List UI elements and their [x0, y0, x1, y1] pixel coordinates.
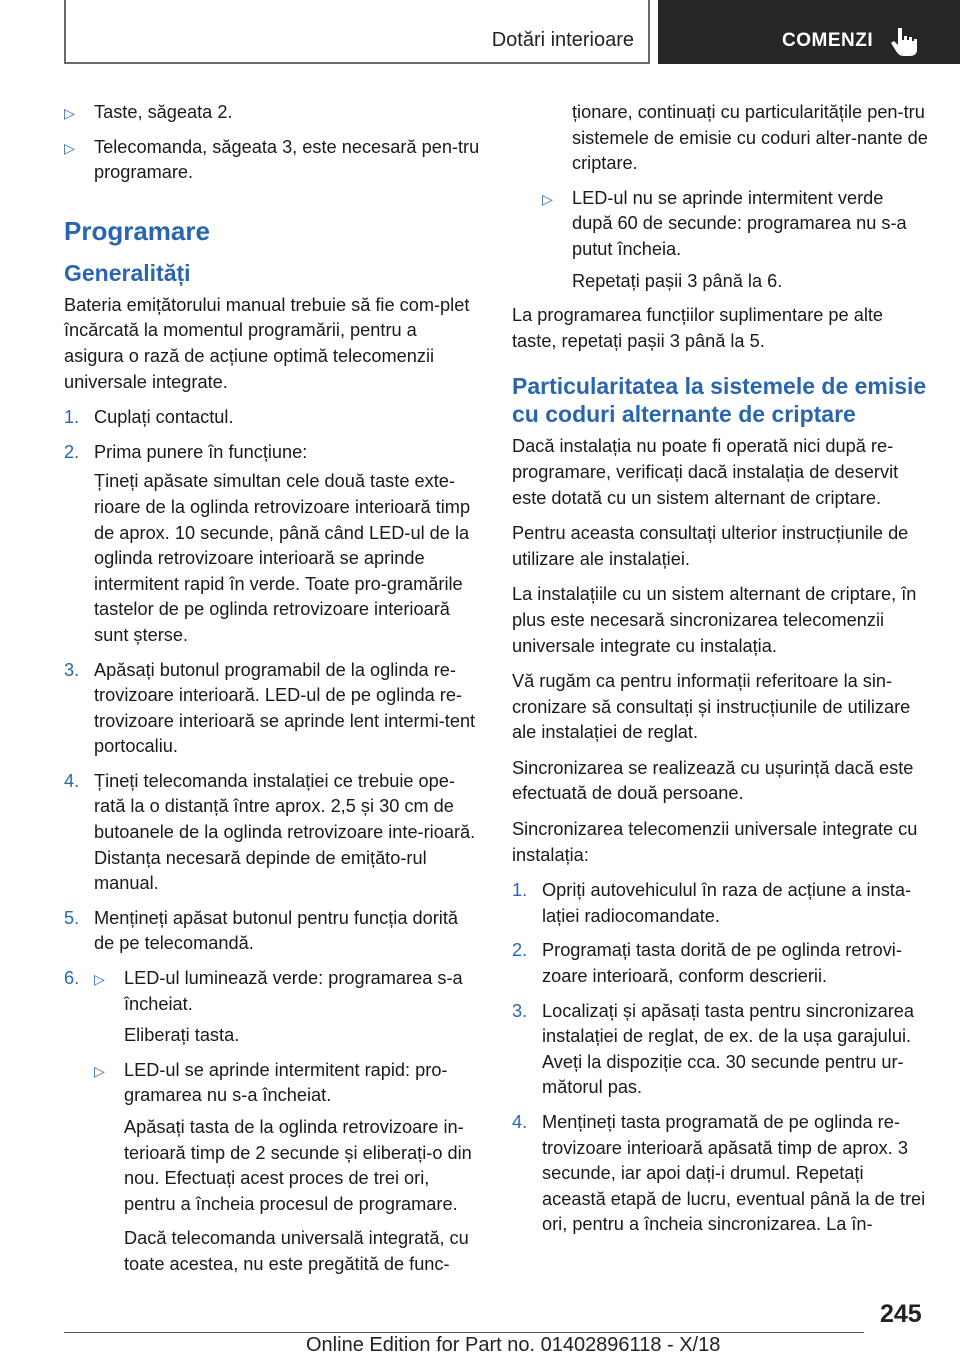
footer-divider	[64, 1332, 864, 1333]
paragraph: La instalațiile cu un sistem alternant de criptare, în plus este necesară sincronizarea telecomenzii universale integrate cu instalația.	[512, 584, 917, 656]
step-item: 4. Țineți telecomanda instalației ce trebuie ope-rată la o distanță între aprox. 2,5 și 30 cm de butoanele de la oglinda retrovizoare inte-rioară. Distanța necesară depinde de emițăto-rul manual.	[64, 770, 476, 894]
paragraph: Sincronizarea telecomenzii universale integrate cu instalația:	[512, 819, 918, 865]
left-column	[64, 100, 480, 1287]
step-item: 2. Prima punere în funcțiune:	[64, 441, 308, 462]
header-section-frame	[64, 0, 650, 64]
step-item: 1. Cuplați contactul.	[64, 407, 234, 428]
section-title: Dotări interioare	[491, 29, 634, 51]
triangle-bullet-icon: ▷	[94, 1062, 105, 1079]
triangle-bullet-icon: ▷	[64, 139, 75, 156]
step-item: 5. Mențineți apăsat butonul pentru funcția dorită de pe telecomandă.	[64, 907, 458, 954]
triangle-bullet-icon: ▷	[64, 105, 75, 121]
list-item: ▷ LED-ul nu se aprinde intermitent verde după 60 de secunde: programarea nu s-a putut încheia.	[542, 187, 907, 259]
step-item: 3. Localizați și apăsați tasta pentru sincronizarea instalației de reglat, de ex. de la ușa garajului. Aveți la dispoziție cca. 30 secunde pentru ur-mătorul pas.	[512, 1000, 915, 1098]
right-column	[512, 100, 928, 1247]
pointing-hand-icon	[888, 24, 922, 58]
step-continuation: Dacă telecomanda universală integrată, cu toate acestea, nu este pregătită de func-	[124, 1228, 469, 1274]
step-item: 1. Opriți autovehiculul în raza de acțiune a insta-lației radiocomandate.	[512, 880, 912, 926]
page-number: 245	[880, 1300, 922, 1328]
list-item: ▷ LED-ul se aprinde intermitent rapid: pro-gramarea nu s-a încheiat.	[94, 1059, 448, 1106]
paragraph: La programarea funcțiilor suplimentare pe alte taste, repetați pașii 3 până la 5.	[512, 305, 884, 351]
list-item: ▷ Telecomanda, săgeata 3, este necesară pen-tru programare.	[64, 136, 480, 183]
step-item: 4. Mențineți tasta programată de pe oglinda re-trovizoare interioară apăsată timp de aprox. 3 secunde, iar apoi dați-i drumul. Repetați această etapă de lucru, eventual până la de trei ori, pentru a încheia sincronizarea. La în-	[512, 1112, 926, 1235]
step-continuation: ționare, continuați cu particularitățile pen-tru sistemele de emisie cu coduri alter-nante de criptare.	[572, 102, 928, 174]
step-continuation: Apăsați tasta de la oglinda retrovizoare in-terioară timp de 2 secunde și eliberați-o din nou. Efectuați acest proces de trei ori, pentru a încheia procesul de programare.	[124, 1117, 472, 1214]
step-continuation: Țineți apăsate simultan cele două taste exte-rioare de la oglinda retrovizoare interioară timp de aprox. 10 secunde, până când LED-ul de la oglinda retrovizoare interioară se aprinde intermitent rapid în verde. Toate pro-gramările tastelor de pe oglinda retrovizoare interioară sunt șterse.	[94, 471, 471, 645]
step-continuation: Eliberați tasta.	[124, 1025, 240, 1046]
paragraph: Vă rugăm ca pentru informații referitoare la sin-cronizare să consultați și instrucțiunile de utilizare ale instalației de reglat.	[512, 671, 911, 743]
step-item: 2. Programați tasta dorită de pe oglinda retrovi-zoare interioară, conform descrierii.	[512, 940, 902, 987]
heading-programare: Programare	[64, 215, 210, 246]
heading-generalitati: Generalități	[64, 259, 191, 286]
edition-footer: Online Edition for Part no. 01402896118 - X/18	[306, 1334, 721, 1356]
paragraph: Sincronizarea se realizează cu ușurință dacă este efectuată de două persoane.	[512, 757, 914, 804]
paragraph: Dacă instalația nu poate fi operată nici după re-programare, verificați dacă instalația de deservit este dotată cu un sistem alternant de criptare.	[512, 436, 899, 508]
paragraph: Pentru aceasta consultați ulterior instrucțiunile de utilizare ale instalației.	[512, 523, 909, 569]
step-item: 6. ▷ LED-ul luminează verde: programarea s-a încheiat. Eliberați tasta. ▷ LED-ul se aprinde intermitent rapid: pro-gramarea nu s-a încheiat. Apăsați tasta de la oglinda retrovizoare in-terioară timp de 2 secunde și eliberați-o din nou. Efectuați acest proces de trei ori, pentru a încheia procesul de programare. Dacă telecomanda universală integrată, cu toate acestea, nu este pregătită de func-	[64, 966, 480, 1278]
triangle-bullet-icon: ▷	[542, 190, 553, 207]
list-item: ▷ Taste, săgeata 2.	[64, 100, 480, 126]
chapter-tab-label: COMENZI	[782, 30, 874, 51]
step-item: 3. Apăsați butonul programabil de la oglinda re-trovizoare interioară. LED-ul de pe oglinda re-trovizoare interioară se aprinde lent intermi-tent portocaliu.	[64, 659, 476, 757]
triangle-bullet-icon: ▷	[94, 971, 105, 988]
intro-paragraph: Bateria emițătorului manual trebuie să fie com-plet încărcată la momentul programării, pentru a asigura o rază de acțiune optimă telecomenzii universale integrate.	[64, 294, 470, 392]
heading-particularitate: Particularitatea la sistemele de emisie cu coduri alternante de criptare	[512, 373, 927, 428]
list-item: ▷ LED-ul luminează verde: programarea s-a încheiat.	[94, 968, 463, 1014]
step-continuation: Repetați pașii 3 până la 6.	[572, 270, 783, 291]
